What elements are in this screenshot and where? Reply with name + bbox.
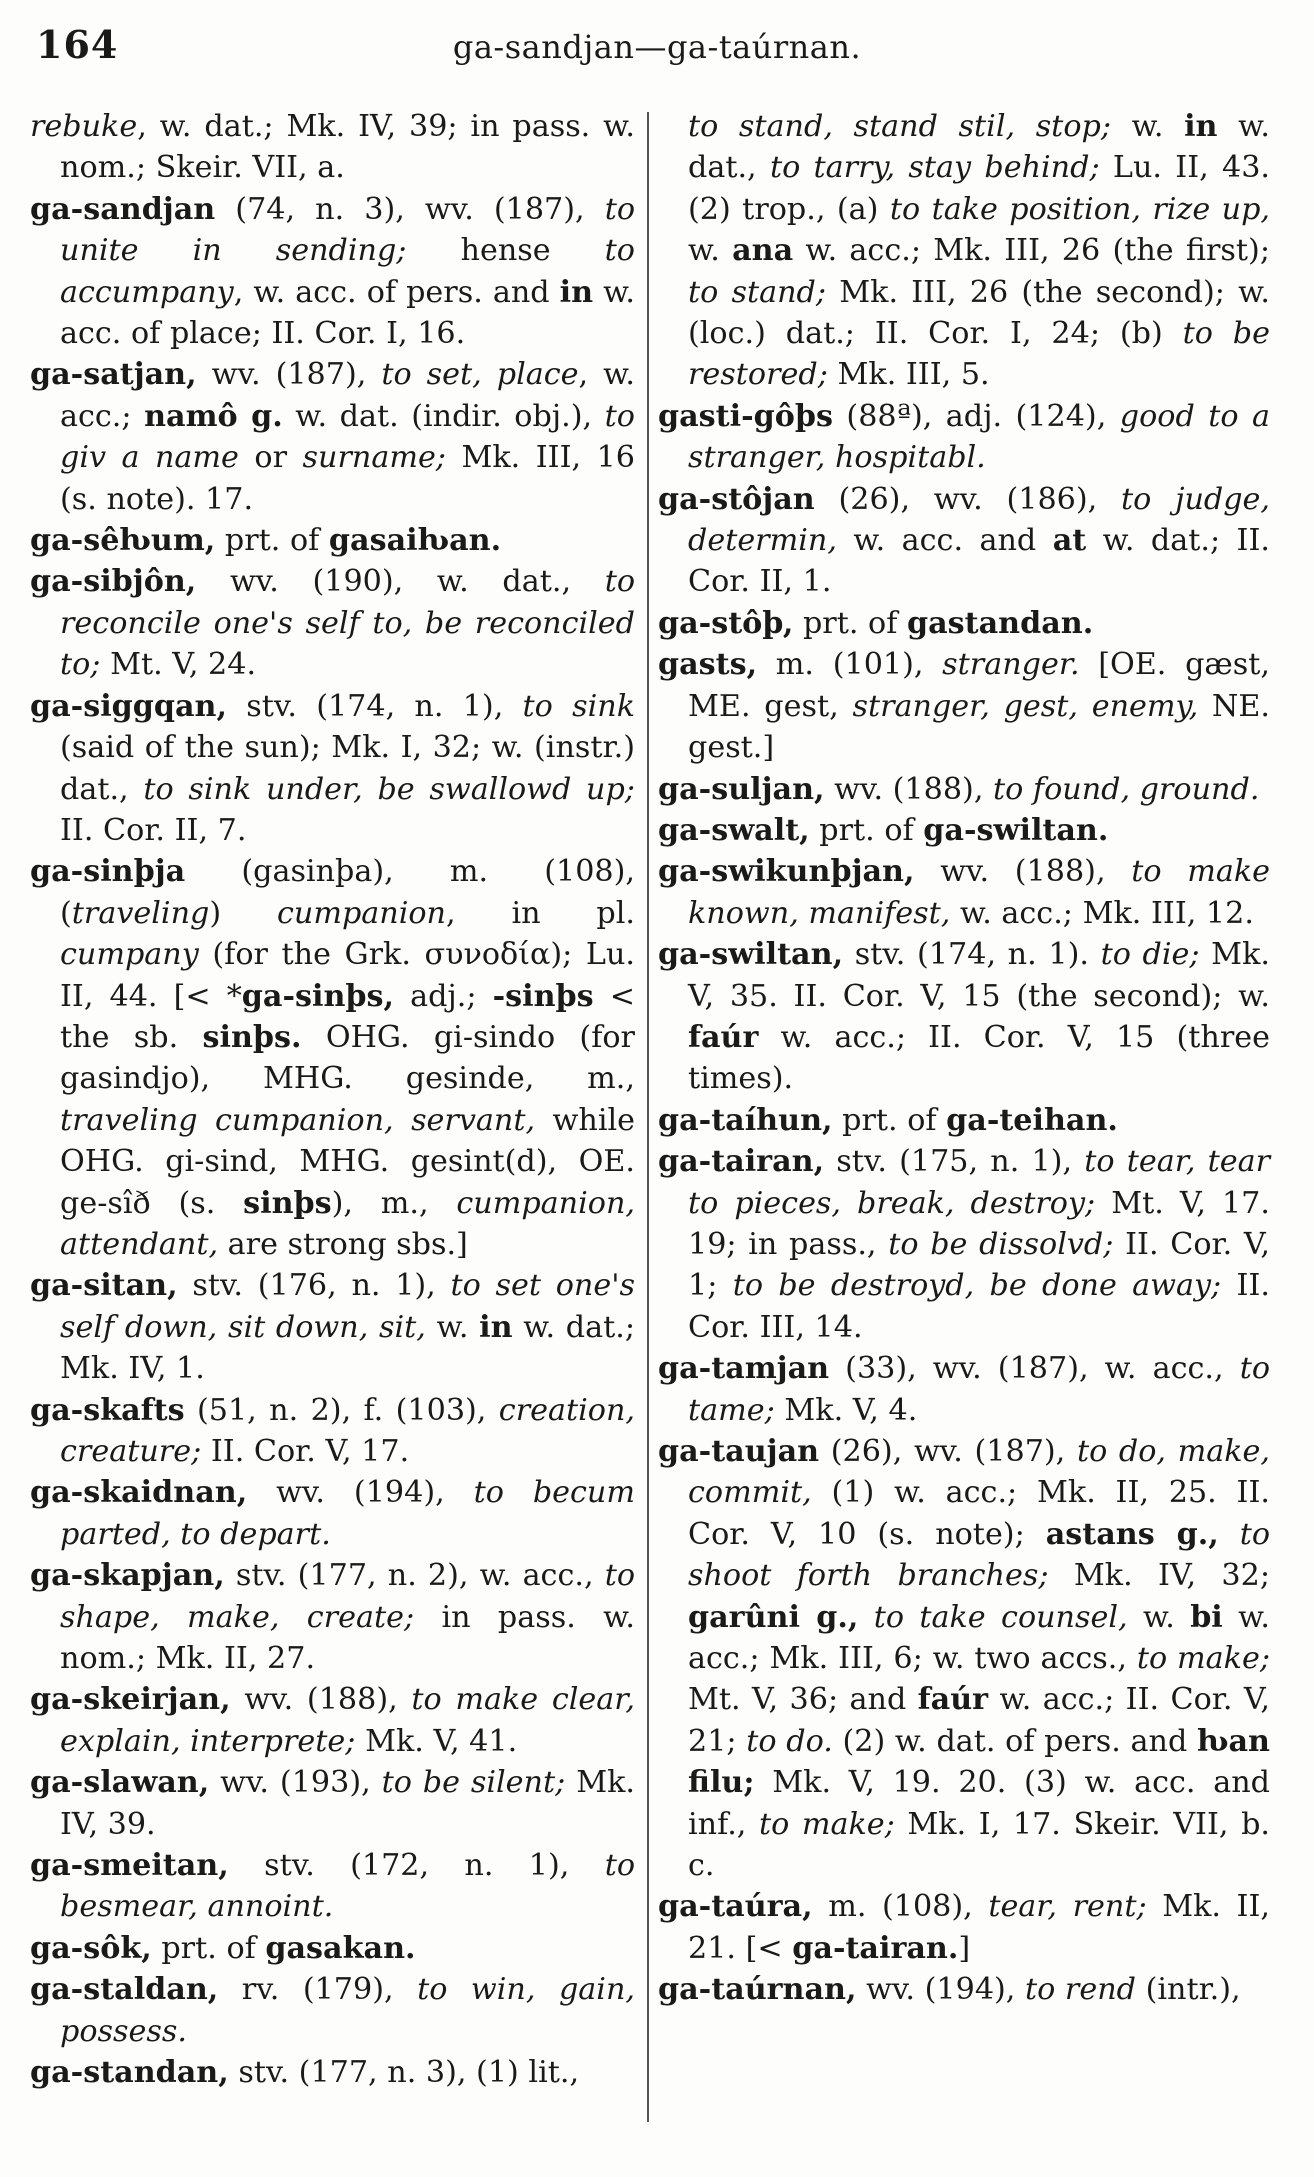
right-column	[658, 106, 1270, 2011]
gloss: to win, gain, possess.	[60, 1972, 635, 2049]
dictionary-entry	[658, 1431, 1270, 1886]
dictionary-entry	[30, 1265, 635, 1389]
dictionary-entry	[658, 479, 1270, 603]
dictionary-entry	[30, 520, 635, 561]
gloss: to die;	[1100, 937, 1200, 973]
entry-text: wv. (188),	[914, 854, 1132, 890]
entry-text: hense	[406, 233, 605, 269]
entry-text: in pass. w. nom.; Mk. II, 27.	[60, 1599, 635, 1677]
headword: ƕan filu;	[688, 1723, 1270, 1801]
entry-text: , w. acc.;	[60, 357, 635, 434]
gloss: to take position, rize up,	[889, 191, 1270, 227]
running-head: ga-sandjan—ga-taúrnan.	[452, 28, 862, 66]
dictionary-entry	[658, 603, 1270, 644]
headword: faúr	[917, 1682, 989, 1718]
gloss: creation, creature;	[60, 1392, 635, 1469]
headword: ga-staldan,	[30, 1972, 219, 2008]
gloss: to make;	[758, 1806, 895, 1842]
headword: ga-tamjan	[658, 1351, 830, 1387]
entry-text: w. dat.; Mk. IV, 1.	[60, 1309, 636, 1387]
dictionary-entry	[30, 1969, 635, 2052]
column-rule	[647, 112, 649, 2122]
headword: ga-swikunþjan,	[658, 854, 915, 890]
gloss: cumpany	[60, 937, 199, 973]
dictionary-entry	[658, 810, 1270, 851]
entry-text: Mk. V, 35. II. Cor. V, 15 (the second); w.	[688, 937, 1270, 1014]
entry-text: Mk. III, 5.	[827, 357, 990, 393]
headword: ga-tairan.	[792, 1930, 959, 1966]
headword: ga-teihan.	[946, 1102, 1118, 1138]
entry-text: stv. (174, n. 1),	[227, 688, 523, 724]
entry-text: w. dat.,	[688, 109, 1270, 186]
dictionary-entry	[658, 396, 1270, 479]
dictionary-entry	[658, 1348, 1270, 1431]
headword: ga-sinþja	[30, 854, 186, 890]
entry-text: [OE. gæst, ME. gest,	[688, 647, 1270, 724]
entry-text: (26), wv. (186),	[814, 481, 1122, 517]
entry-text: wv. (188),	[824, 771, 994, 807]
entry-text: II. Cor. III, 14.	[688, 1268, 1270, 1345]
dictionary-entry	[30, 1845, 635, 1928]
dictionary-entry	[658, 769, 1270, 810]
entry-text: wv. (188),	[230, 1682, 412, 1718]
headword: gasaiƕan.	[328, 523, 502, 559]
entry-text: w.	[425, 1309, 480, 1345]
dictionary-entry	[30, 1928, 635, 1969]
dictionary-entry	[658, 1100, 1270, 1141]
entry-text: wv. (193),	[209, 1765, 382, 1801]
gloss: to do.	[746, 1723, 833, 1759]
entry-text	[1219, 1517, 1240, 1552]
entry-text	[858, 1600, 873, 1635]
dictionary-entry	[30, 1679, 635, 1762]
headword: ga-siggqan,	[30, 688, 227, 724]
entry-text: stv. (174, n. 1).	[843, 937, 1101, 973]
headword: in	[1184, 109, 1218, 144]
headword: in	[479, 1309, 513, 1345]
entry-text: w. dat. (indir. obj.),	[282, 398, 605, 434]
dictionary-entry	[658, 934, 1270, 1100]
headword: ga-slawan,	[30, 1765, 210, 1801]
headword: ga-tairan,	[658, 1144, 825, 1180]
headword: ga-swiltan.	[923, 812, 1109, 848]
headword: astans g.,	[1045, 1516, 1219, 1552]
gloss: to rend	[1025, 1972, 1136, 2008]
gloss: to make known, manifest,	[688, 854, 1270, 931]
entry-text: Mk. II, 21. [<	[688, 1889, 1270, 1966]
entry-text: (26), wv. (187),	[819, 1434, 1077, 1469]
entry-text: , in pl.	[446, 895, 635, 931]
entry-text: II. Cor. II, 7.	[60, 812, 247, 848]
dictionary-entry	[30, 851, 635, 1265]
entry-text: w. acc. and	[836, 523, 1053, 559]
gloss: to accumpany	[60, 233, 635, 310]
entry-text: m. (101),	[757, 647, 943, 683]
entry-text: (88ª), adj. (124),	[832, 398, 1120, 434]
page-number: 164	[36, 22, 119, 67]
headword: gasti-gôþs	[658, 398, 833, 434]
gloss: tear, rent;	[988, 1889, 1147, 1925]
entry-text: stv. (176, n. 1),	[177, 1268, 451, 1304]
entry-text: w. acc.; Mk. III, 26 (the first);	[793, 233, 1271, 269]
headword: ga-skeirjan,	[30, 1682, 231, 1718]
entry-text: (33), wv. (187), w. acc.,	[829, 1351, 1240, 1387]
entry-text: Lu. II, 43. (2) trop., (a)	[688, 150, 1271, 227]
headword: namô g.	[144, 398, 283, 434]
gloss: to tame;	[688, 1351, 1270, 1428]
headword: ga-taúrnan,	[658, 1972, 857, 2008]
gloss: stranger.	[942, 647, 1080, 683]
entry-text: Mk. III, 16 (s. note). 17.	[60, 440, 636, 517]
entry-text: prt. of	[793, 605, 907, 641]
dictionary-entry	[30, 1555, 635, 1679]
headword: ga-sôk,	[30, 1930, 152, 1966]
gloss: surname;	[302, 440, 446, 476]
entry-text: ), m.,	[331, 1185, 457, 1221]
gloss: to giv a name	[60, 398, 635, 476]
headword: ana	[732, 233, 794, 269]
entry-text: w.	[1110, 109, 1185, 144]
dictionary-entry	[658, 851, 1270, 934]
headword: ga-standan,	[30, 2055, 229, 2091]
dictionary-entry	[30, 686, 635, 852]
entry-text: are strong sbs.]	[218, 1226, 468, 1262]
headword: ga-taúra,	[658, 1889, 813, 1925]
gloss: to make clear, explain, interprete;	[60, 1682, 635, 1759]
entry-text: Mk. V, 41.	[355, 1723, 518, 1759]
entry-text: w. acc.; II. Cor. V, 15 (three times).	[688, 1019, 1270, 1097]
gloss: to tarry, stay behind;	[769, 150, 1100, 186]
entry-text: m. (108),	[812, 1889, 989, 1925]
headword: ga-stôþ,	[658, 605, 794, 641]
dictionary-entry	[30, 1762, 635, 1845]
entry-text: Mt. V, 36; and	[688, 1682, 918, 1718]
entry-text: NE. gest.]	[688, 688, 1270, 766]
gloss: to unite in sending;	[60, 191, 635, 269]
headword: ga-swiltan,	[658, 937, 844, 973]
gloss: to set, place	[381, 357, 579, 393]
headword: gastandan.	[906, 605, 1094, 641]
dictionary-entry	[30, 561, 635, 685]
entry-text: (1) w. acc.; Mk. II, 25. II. Cor. V, 10 (s. note);	[688, 1475, 1270, 1552]
gloss: to tear, tear to pieces, break, destroy;	[688, 1144, 1270, 1221]
dictionary-entry	[658, 1886, 1270, 1969]
entry-text: Mt. V, 17. 19; in pass.,	[688, 1185, 1270, 1262]
entry-text: or	[238, 440, 303, 476]
entry-text: (gasinþa), m. (108), (	[60, 854, 635, 931]
entry-text: w. acc.; Mk. III, 6; w. two accs.,	[688, 1599, 1270, 1677]
entry-text: w.	[688, 233, 733, 269]
gloss: to do, make, commit,	[688, 1434, 1271, 1511]
entry-text: rv. (179),	[218, 1972, 418, 2008]
gloss: traveling cumpanion, servant,	[60, 1102, 536, 1138]
headword: sinþs.	[202, 1019, 302, 1055]
gloss: to shoot forth branches;	[688, 1516, 1270, 1594]
headword: ga-sitan,	[30, 1268, 178, 1304]
dictionary-entry	[30, 1472, 635, 1555]
dictionary-entry	[30, 106, 635, 189]
dictionary-entry	[658, 1969, 1270, 2010]
gloss: to found, ground.	[993, 771, 1260, 807]
entry-text: Mk. IV, 32;	[1048, 1558, 1270, 1594]
headword: faúr	[688, 1019, 759, 1055]
gloss: to stand, stand stil, stop;	[688, 109, 1111, 144]
entry-text: wv. (194),	[856, 1972, 1025, 2008]
entry-text: , w. dat.; Mk. IV, 39; in pass. w. nom.; Skeir. VII, a.	[60, 109, 635, 186]
dictionary-entry	[30, 354, 635, 520]
entry-text: w. acc.; II. Cor. V, 21;	[688, 1682, 1271, 1759]
gloss: to be dissolvd;	[888, 1226, 1114, 1262]
dictionary-entry	[658, 1141, 1270, 1348]
entry-text: , w. acc. of pers. and	[233, 274, 560, 310]
gloss: to stand;	[688, 274, 827, 310]
gloss: to reconcile one's self to, be reconciled to;	[60, 564, 635, 683]
headword: at	[1052, 523, 1087, 559]
gloss: to be destroyd, be done away;	[732, 1268, 1222, 1304]
entry-text: stv. (177, n. 3), (1) lit.,	[228, 2055, 580, 2091]
headword: ga-skafts	[30, 1392, 185, 1428]
entry-text: stv. (177, n. 2), w. acc.,	[224, 1558, 605, 1594]
entry-text: II. Cor. V, 17.	[201, 1434, 410, 1469]
gloss: traveling	[71, 895, 210, 931]
headword: ga-sinþs,	[241, 978, 395, 1014]
entry-text: (for the Grk. συνοδία); Lu. II, 44. [< *	[60, 937, 635, 1014]
gloss: to becum parted, to depart.	[60, 1475, 635, 1552]
entry-text: Mk. V, 19. 20. (3) w. acc. and inf.,	[688, 1765, 1270, 1842]
entry-text: )	[209, 895, 277, 931]
headword: ga-sandjan	[30, 191, 216, 227]
entry-text: Mk. III, 26 (the second); w. (loc.) dat.; II. Cor. I, 24; (b)	[688, 274, 1270, 352]
gloss: to take counsel,	[873, 1599, 1128, 1635]
headword: sinþs	[243, 1185, 332, 1221]
entry-text: < the sb.	[60, 978, 636, 1055]
dictionary-entry	[658, 106, 1270, 396]
headword: garûni g.,	[688, 1599, 859, 1635]
gloss: to judge, determin,	[688, 481, 1270, 559]
gloss: stranger, gest, enemy,	[852, 688, 1199, 724]
headword: bi	[1190, 1599, 1223, 1635]
entry-text: Mt. V, 24.	[100, 647, 257, 683]
gloss: to sink	[522, 688, 635, 724]
entry-text: (2) w. dat. of pers. and	[832, 1723, 1197, 1759]
entry-text: (51, n. 2), f. (103),	[184, 1392, 499, 1428]
entry-text: wv. (190), w. dat.,	[196, 564, 605, 600]
entry-text: adj.;	[394, 978, 493, 1014]
headword: gasts,	[658, 647, 758, 683]
headword: -sinþs	[492, 978, 594, 1014]
entry-text: (intr.),	[1135, 1972, 1241, 2008]
headword: ga-satjan,	[30, 357, 197, 393]
gloss: to shape, make, create;	[60, 1558, 635, 1635]
headword: ga-sêƕum,	[30, 523, 216, 559]
entry-text: OHG. gi-sindo (for gasindjo), MHG. gesinde, m.,	[60, 1019, 635, 1097]
gloss: rebuke	[30, 109, 138, 144]
dictionary-entry	[658, 644, 1270, 768]
left-column	[30, 106, 635, 2094]
gloss: good to a stranger, hospitabl.	[688, 398, 1270, 476]
gloss: to make;	[1136, 1641, 1270, 1677]
gloss: to be restored;	[688, 316, 1270, 393]
entry-text: Mk. I, 17. Skeir. VII, b. c.	[688, 1806, 1270, 1884]
headword: ga-swalt,	[658, 812, 810, 848]
headword: ga-suljan,	[658, 771, 825, 807]
dictionary-entry	[30, 189, 635, 355]
entry-text: w. acc. of place; II. Cor. I, 16.	[60, 274, 635, 352]
headword: ga-skaidnan,	[30, 1475, 248, 1511]
gloss: to sink under, be swallowd up;	[143, 771, 635, 807]
entry-text: prt. of	[832, 1102, 947, 1138]
entry-text: ]	[958, 1930, 971, 1966]
entry-text: stv. (175, n. 1),	[824, 1144, 1085, 1180]
entry-text: wv. (194),	[247, 1475, 474, 1511]
entry-text: prt. of	[151, 1930, 266, 1966]
entry-text: wv. (187),	[196, 357, 382, 393]
headword: ga-stôjan	[658, 481, 815, 517]
dictionary-entry	[30, 2052, 635, 2093]
headword: ga-smeitan,	[30, 1848, 229, 1884]
entry-text: w.	[1127, 1599, 1191, 1635]
entry-text: while OHG. gi-sind, MHG. gesint(d), OE. ge-sîð (s.	[60, 1102, 635, 1221]
dictionary-entry	[30, 1390, 635, 1473]
headword: gasakan.	[265, 1930, 416, 1966]
gloss: to besmear, annoint.	[60, 1848, 635, 1925]
headword: in	[559, 274, 594, 310]
entry-text: prt. of	[215, 523, 329, 559]
entry-text: w. acc.; Mk. III, 12.	[950, 895, 1254, 931]
entry-text: (said of the sun); Mk. I, 32; w. (instr.) dat.,	[60, 730, 635, 807]
headword: ga-taíhun,	[658, 1102, 833, 1138]
entry-text: Mk. IV, 39.	[60, 1765, 635, 1842]
headword: ga-taujan	[658, 1434, 820, 1469]
entry-text: Mk. V, 4.	[774, 1392, 918, 1428]
gloss: cumpanion	[276, 895, 446, 931]
entry-text: (74, n. 3), wv. (187),	[215, 191, 605, 227]
headword: ga-skapjan,	[30, 1558, 225, 1594]
entry-text: prt. of	[809, 812, 924, 848]
entry-text: w. dat.; II. Cor. II, 1.	[688, 523, 1271, 600]
gloss: to be silent;	[381, 1765, 566, 1801]
entry-text: stv. (172, n. 1),	[228, 1848, 605, 1884]
gloss: cumpanion, attendant,	[60, 1185, 635, 1262]
gloss: to set one's self down, sit down, sit,	[60, 1268, 635, 1345]
entry-text: II. Cor. V, 1;	[688, 1226, 1270, 1304]
headword: ga-sibjôn,	[30, 564, 197, 600]
